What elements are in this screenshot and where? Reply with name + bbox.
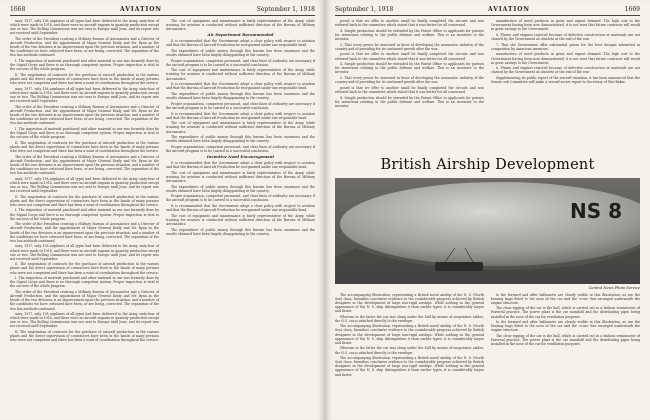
left-page-number: 1668: [10, 6, 26, 13]
paragraph: It is recommended that the Government adopt a clear policy with respect to aviation and that the Bureau of Aircraft Production be reorganized under one responsible head.: [166, 82, 315, 91]
paragraph: The accompanying illustration, representing a British naval airship of the N. S. (North Sea) class, furnishes conclusive evidence to the considerable progress achieved by British designers in the development of large non-rigid airships. While nothing in the general appearance of the N. S. ship distinguishes it from earlier types, it is considerably larger and faster.: [335, 356, 484, 377]
left-page-title: AVIATION: [120, 6, 163, 13]
paragraph: II. The negotiation of contracts for the purchase of aircraft production in the various plants and the direct supervision of contractors have been in the hands of many persons who were not competent and there has been a want of coordination throughout the service.: [10, 194, 159, 207]
paragraph: I. The inspection of material purchased and other material in use was formerly done by the Signal Corps and there is no thorough competent system. Proper inspection is vital to the success of the whole program.: [10, 276, 159, 289]
paragraph: II. The negotiation of contracts for the purchase of aircraft production in the various plants and the direct supervision of contractors have been in the hands of many persons who were not competent and there has been a want of coordination throughout the service.: [10, 262, 159, 275]
article-headline: British Airship Development: [380, 157, 595, 173]
paragraph: Whereas in the latter the car was slung under the hull by means of suspension cables, the N.S. car is attached directly to the envelope.: [335, 314, 484, 323]
paragraph: posed is that we offer to another small be finally completed the circuits and was referred back to the committee which stated that it was better for all concerned.: [335, 52, 484, 61]
paragraph: II. The negotiation of contracts for the purchase of aircraft production in the various plants and the direct supervision of contractors have been in the hands of many persons who were not competent and there has been a want of coordination throughout the service.: [10, 330, 159, 343]
paragraph: uary, 1917, only 138 airplanes of all types had been delivered to the Army, sixty-four of which were made in 1916, and there were no aircraft engines in quantity production except one or two. The Bolling Commission was not sent to Europe until June, and its report was not received until September.: [10, 244, 160, 261]
paragraph: Whereas in the latter the car was slung under the hull by means of suspension cables, the N.S. car is attached directly to the envelope.: [335, 346, 484, 355]
airship-photo: [335, 178, 640, 284]
paragraph: manufacture of novel products in great and urgent demand. The high cost to the Government having been now demonstrated, it is not seen that future contracts will result in great savings to the Government.: [491, 19, 640, 32]
paragraph: II. The negotiation of contracts for the purchase of aircraft production in the various plants and the direct supervision of contractors have been in the hands of many persons who were not competent and there has been a want of coordination throughout the service.: [10, 72, 159, 86]
section-heading: Air Department Recommended: [207, 32, 274, 38]
paragraph: It is recommended that the Government adopt a clear policy with respect to aviation and that the Bureau of Aircraft Production be reorganized under one responsible head.: [166, 111, 315, 120]
paragraph: I. The inspection of material purchased and other material in use was formerly done by the Signal Corps and there is no thorough competent system. Proper inspection is vital to the success of the whole program.: [10, 59, 159, 72]
paragraph: The expenditure of public money through this bureau has been enormous and the results obtained have been largely disappointing to the country.: [166, 184, 315, 193]
right-column-2: [491, 19, 640, 151]
paragraph: posed is that we offer to another small be finally completed the circuits and was referred back to the committee which stated that it was better for all concerned.: [335, 19, 484, 28]
left-page-columns: [10, 19, 315, 344]
paragraph: 6. Planes and engines rejected because of defective construction or materials are not classed by the Government as obsolete at the end of the war.: [491, 32, 640, 41]
paragraph: Supplementing its public report of the aircraft situation, it has been announced that the Senate sub-Committee will make a second secret report to Secretary of War Baker.: [491, 76, 640, 85]
left-column-1: [10, 19, 159, 344]
right-column-1: [335, 19, 484, 151]
paragraph: I. The inspection of material purchased and other material in use was formerly done by the Signal Corps and there is no thorough competent system. Proper inspection is vital to the success of the whole program.: [10, 208, 159, 221]
photo-caption: Central News Photo Service: [588, 285, 640, 290]
paragraph: 4. Simple production should be extended by the Patent Office to applicants for patents for inventions relating to the public defense and welfare. This is an incentive to the inventor.: [335, 28, 484, 41]
paragraph: The cost of equipment and maintenance is fairly representative of the Army, while training for aviators is conducted without sufficient direction of the Bureau of Military Aeronautics.: [166, 121, 315, 134]
paragraph: The cost of equipment and maintenance is fairly representative of the Army, while training for aviators is conducted without sufficient direction of the Bureau of Military Aeronautics.: [166, 213, 315, 227]
paragraph: It is recommended that the Government adopt a clear policy with respect to aviation and that the Bureau of Aircraft Production be reorganized under one responsible head.: [166, 160, 315, 169]
airship-image: [335, 178, 640, 284]
paragraph: to the forward and after balloonets are clearly visible in this illustration, as are the bearing bags fitted to the nose of the car and the 'cross' fins arranged underneath the engine structure.: [491, 320, 640, 333]
paragraph: The expenditure of public money through this bureau has been enormous and the results obtained have been largely disappointing to the country.: [166, 227, 315, 236]
right-page-bottom-columns: [335, 293, 640, 381]
paragraph: The expenditure of public money through this bureau has been enormous and the results obtained have been largely disappointing to the country.: [166, 48, 315, 57]
right-page: [325, 0, 650, 420]
paragraph: The expenditure of public money through this bureau has been enormous and the results obtained have been largely disappointing to the country.: [166, 91, 315, 101]
right-page-title: AVIATION: [487, 6, 530, 13]
paragraph: Proper organization, competent personnel, and clear lines of authority are necessary if the aircraft program is to be carried to a successful conclusion.: [166, 101, 315, 110]
left-page-date: September 1, 1918: [256, 6, 315, 13]
paragraph: II. The negotiation of contracts for the purchase of aircraft production in the various plants and the direct supervision of contractors have been in the hands of many persons who were not competent and there has been a want of coordination throughout the service.: [10, 140, 159, 153]
right-page-header: [335, 6, 640, 16]
paragraph: The cost of equipment and maintenance is fairly representative of the Army, while training for aviators is conducted without sufficient direction of the Bureau of Military Aeronautics.: [166, 170, 315, 183]
paragraph: 5. That every power be exercised in favor of developing the aeronautic industry of the country and of providing for its continued growth after the war.: [335, 42, 484, 51]
paragraph: Proper organization, competent personnel, and clear lines of authority are necessary if the aircraft program is to be carried to a successful conclusion.: [166, 194, 315, 203]
right-page-date: September 1, 1918: [335, 6, 394, 13]
paragraph: It is recommended that the Government adopt a clear policy with respect to aviation and that the Bureau of Aircraft Production be reorganized under one responsible head.: [166, 38, 315, 48]
bottom-column-1: [335, 293, 484, 381]
paragraph: posed is that we offer to another small be finally completed the circuits and was referred back to the committee which stated that it was better for all concerned.: [335, 85, 484, 94]
right-page-top-columns: [335, 19, 640, 151]
paragraph: The clear rigging of the car is the hull, which is carried out in a fashion reminiscent of Parseval practice. The power plant is the car manifold and the distributing pipes being installed in the nose of the car for ventilation purposes.: [491, 306, 640, 319]
airship-marking: NS 8: [570, 199, 623, 223]
paragraph: I. The inspection of material purchased and other material in use was formerly done by the Signal Corps and there is no thorough competent system. Proper inspection is vital to the success of the whole program.: [10, 126, 159, 139]
paragraph: uary, 1917, only 138 airplanes of all types had been delivered to the Army, sixty-four of which were made in 1916, and there were no aircraft engines in quantity production except one or two. The Bolling Commission was not sent to Europe until June, and its report was not received until September.: [10, 19, 160, 36]
paragraph: 5. That every power be exercised in favor of developing the aeronautic industry of the country and of providing for its continued growth after the war.: [335, 76, 484, 85]
paragraph: manufacture of novel products in great and urgent demand. The high cost to the Government having been now demonstrated, it is not seen that future contracts will result in great savings to the Government.: [491, 52, 640, 65]
paragraph: The expenditure of public money through this bureau has been enormous and the results obtained have been largely disappointing to the country.: [166, 135, 315, 144]
paragraph: The order of the President creating a Military Bureau of Aeronautics and a Director of Aircraft Production, and the appointment of Major General Kenly and Mr. Ryan as the heads of the two divisions is an improvement upon the previous situation, and a number of the conditions we have criticized have been, or are being, corrected. The separation of the two has methods continued.: [10, 104, 159, 126]
paragraph: The accompanying illustration, representing a British naval airship of the N. S. (North Sea) class, furnishes conclusive evidence to the considerable progress achieved by British designers in the development of large non-rigid airships. While nothing in the general appearance of the N. S. ship distinguishes it from earlier types, it is considerably larger and faster.: [335, 324, 484, 345]
paragraph: The order of the President creating a Military Bureau of Aeronautics and a Director of Aircraft Production, and the appointment of Major General Kenly and Mr. Ryan as the heads of the two divisions is an improvement upon the previous situation, and a number of the conditions we have criticized have been, or are being, corrected. The separation of the two has methods continued.: [10, 290, 159, 311]
paragraph: The cost of equipment and maintenance is fairly representative of the Army, while training for aviators is conducted without sufficient direction of the Bureau of Military Aeronautics.: [166, 68, 315, 81]
left-column-2: [166, 19, 315, 344]
paragraph: It is recommended that the Government adopt a clear policy with respect to aviation and that the Bureau of Aircraft Production be reorganized under one responsible head.: [166, 204, 315, 213]
paragraph: to the forward and after balloonets are clearly visible in this illustration, as are the bearing bags fitted to the nose of the car and the 'cross' fins arranged underneath the engine structure.: [491, 292, 640, 305]
paragraph: The order of the President creating a Military Bureau of Aeronautics and a Director of Aircraft Production, and the appointment of Major General Kenly and Mr. Ryan as the heads of the two divisions is an improvement upon the previous situation, and a number of the conditions we have criticized have been, or are being, corrected. The separation of the two has methods continued.: [10, 154, 159, 175]
section-heading: Incentive Need Encouragement: [206, 154, 275, 160]
paragraph: 4. Simple production should be extended by the Patent Office to applicants for patents for inventions relating to the public defense and welfare. This is an incentive to the inventor.: [335, 62, 484, 75]
paragraph: The accompanying illustration, representing a British naval airship of the N. S. (North Sea) class, furnishes conclusive evidence to the considerable progress achieved by British designers in the development of large non-rigid airships. While nothing in the general appearance of the N. S. ship distinguishes it from earlier types, it is considerably larger and faster.: [335, 292, 484, 313]
paragraph: The cost of equipment and maintenance is fairly representative of the Army, while training for aviators is conducted without sufficient direction of the Bureau of Military Aeronautics.: [166, 19, 315, 32]
paragraph: 6. Planes and engines rejected because of defective construction or materials are not classed by the Government as obsolete at the end of the war.: [491, 66, 640, 75]
paragraph: uary, 1917, only 138 airplanes of all types had been delivered to the Army, sixty-four of which were made in 1916, and there were no aircraft engines in quantity production except one or two. The Bolling Commission was not sent to Europe until June, and its report was not received until September.: [10, 312, 160, 329]
paragraph: 4. Simple production should be extended by the Patent Office to applicants for patents for inventions relating to the public defense and welfare. This is an incentive to the inventor.: [335, 95, 484, 108]
paragraph: Proper organization, competent personnel, and clear lines of authority are necessary if the aircraft program is to be carried to a successful conclusion.: [166, 58, 315, 67]
right-page-number: 1669: [624, 6, 640, 13]
paragraph: The order of the President creating a Military Bureau of Aeronautics and a Director of Aircraft Production, and the appointment of Major General Kenly and Mr. Ryan as the heads of the two divisions is an improvement upon the previous situation, and a number of the conditions we have criticized have been, or are being, corrected. The separation of the two has methods continued.: [10, 36, 159, 58]
paragraph: The order of the President creating a Military Bureau of Aeronautics and a Director of Aircraft Production, and the appointment of Major General Kenly and Mr. Ryan as the heads of the two divisions is an improvement upon the previous situation, and a number of the conditions we have criticized have been, or are being, corrected. The separation of the two has methods continued.: [10, 222, 159, 243]
paragraph: The clear rigging of the car is the hull, which is carried out in a fashion reminiscent of Parseval practice. The power plant is the car manifold and the distributing pipes being installed in the nose of the car for ventilation purposes.: [491, 334, 640, 347]
paragraph: uary, 1917, only 138 airplanes of all types had been delivered to the Army, sixty-four of which were made in 1916, and there were no aircraft engines in quantity production except one or two. The Bolling Commission was not sent to Europe until June, and its report was not received until September.: [10, 176, 160, 193]
paragraph: Proper organization, competent personnel, and clear lines of authority are necessary if the aircraft program is to be carried to a successful conclusion.: [166, 144, 315, 154]
paragraph: uary, 1917, only 138 airplanes of all types had been delivered to the Army, sixty-four of which were made in 1916, and there were no aircraft engines in quantity production except one or two. The Bolling Commission was not sent to Europe until June, and its report was not received until September.: [10, 86, 160, 104]
paragraph: 7. That the Government offer substantial prizes for the best designs submitted in competition by American inventors.: [491, 42, 640, 51]
left-page-header: [10, 6, 315, 16]
bottom-column-2: [491, 293, 640, 381]
